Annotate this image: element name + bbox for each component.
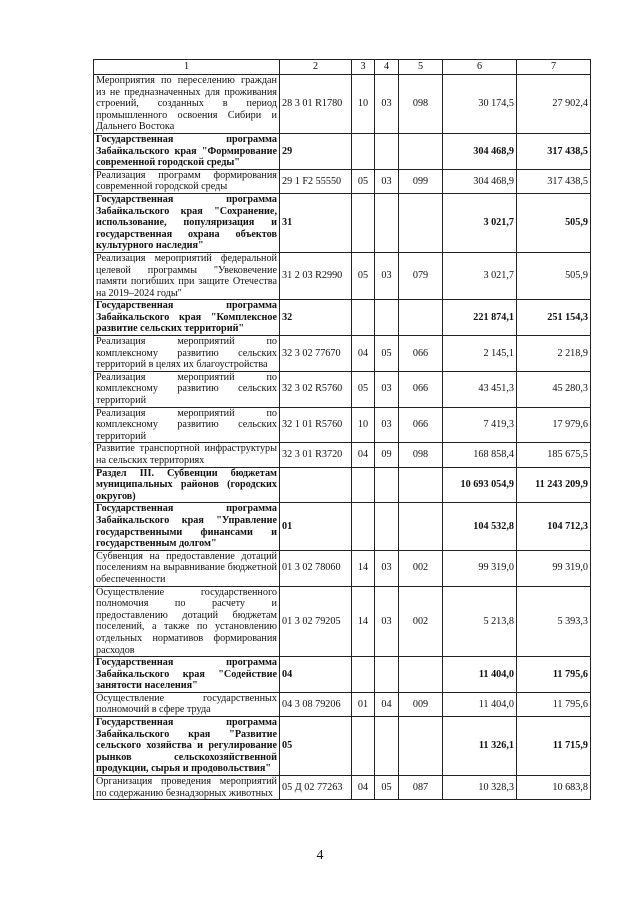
row-type-cell: 099 [399, 169, 443, 193]
row-type-cell: 087 [399, 776, 443, 800]
row-name-cell: Реализация программ формирования современной городской среды [94, 169, 280, 193]
row-amount-2021-cell: 304 468,9 [443, 169, 517, 193]
row-name-cell: Государственная программа Забайкальского края "Управление государственными финансами и государственным долгом" [94, 503, 280, 550]
row-type-cell: 002 [399, 586, 443, 657]
table-row [94, 503, 591, 550]
row-section-cell: 05 [352, 371, 375, 407]
row-type-cell: 009 [399, 692, 443, 716]
row-type-cell: 066 [399, 407, 443, 443]
table-row [94, 586, 591, 657]
row-code-cell: 29 1 F2 55550 [280, 169, 352, 193]
row-name-cell: Осуществление государственного полномочия по расчету и предоставлению дотаций бюджетам поселений, а также по установлению отдельных нормативов формирования расходов [94, 586, 280, 657]
row-amount-2022-cell: 317 438,5 [517, 133, 591, 169]
table-row [94, 193, 591, 252]
row-amount-2021-cell: 99 319,0 [443, 550, 517, 586]
row-name-cell: Государственная программа Забайкальского края "Комплексное развитие сельских территорий" [94, 300, 280, 336]
row-amount-2022-cell: 11 243 209,9 [517, 467, 591, 503]
row-type-cell: 066 [399, 336, 443, 372]
row-section-cell: 04 [352, 443, 375, 467]
row-code-cell: 05 Д 02 77263 [280, 776, 352, 800]
row-amount-2021-cell: 7 419,3 [443, 407, 517, 443]
row-type-cell [399, 657, 443, 693]
row-subsection-cell: 03 [375, 75, 399, 134]
row-type-cell: 002 [399, 550, 443, 586]
header-row [94, 60, 591, 75]
row-section-cell [352, 300, 375, 336]
row-amount-2021-cell: 168 858,4 [443, 443, 517, 467]
column-header-3: 3 [352, 60, 375, 75]
row-subsection-cell [375, 503, 399, 550]
row-amount-2021-cell: 30 174,5 [443, 75, 517, 134]
row-name-cell: Субвенция на предоставление дотаций поселениям на выравнивание бюджетной обеспеченности [94, 550, 280, 586]
row-amount-2022-cell: 505,9 [517, 193, 591, 252]
row-type-cell [399, 467, 443, 503]
row-section-cell: 05 [352, 252, 375, 299]
row-code-cell: 32 1 01 R5760 [280, 407, 352, 443]
row-code-cell: 32 3 02 77670 [280, 336, 352, 372]
row-amount-2022-cell: 27 902,4 [517, 75, 591, 134]
row-amount-2022-cell: 5 393,3 [517, 586, 591, 657]
row-code-cell: 28 3 01 R1780 [280, 75, 352, 134]
table-row [94, 717, 591, 776]
row-amount-2021-cell: 3 021,7 [443, 252, 517, 299]
row-type-cell [399, 717, 443, 776]
row-amount-2022-cell: 11 795,6 [517, 657, 591, 693]
row-subsection-cell: 03 [375, 550, 399, 586]
row-amount-2021-cell: 104 532,8 [443, 503, 517, 550]
table-row [94, 443, 591, 467]
row-amount-2021-cell: 5 213,8 [443, 586, 517, 657]
row-amount-2022-cell: 11 795,6 [517, 692, 591, 716]
row-name-cell: Государственная программа Забайкальского края "Развитие сельского хозяйства и регулирование рынков сельскохозяйственной продукции, сырья и продовольствия" [94, 717, 280, 776]
row-name-cell: Реализация мероприятий федеральной целевой программы "Увековечение памяти погибших при защите Отечества на 2019–2024 годы" [94, 252, 280, 299]
row-amount-2021-cell: 304 468,9 [443, 133, 517, 169]
row-amount-2021-cell: 11 404,0 [443, 657, 517, 693]
row-subsection-cell [375, 467, 399, 503]
row-section-cell [352, 503, 375, 550]
row-name-cell: Осуществление государственных полномочий в сфере труда [94, 692, 280, 716]
budget-table [93, 59, 591, 800]
row-code-cell: 01 3 02 79205 [280, 586, 352, 657]
row-amount-2021-cell: 43 451,3 [443, 371, 517, 407]
row-type-cell [399, 133, 443, 169]
row-amount-2021-cell: 2 145,1 [443, 336, 517, 372]
table-row [94, 407, 591, 443]
row-code-cell: 01 [280, 503, 352, 550]
table-row [94, 657, 591, 693]
row-code-cell: 31 [280, 193, 352, 252]
column-header-7: 7 [517, 60, 591, 75]
row-amount-2021-cell: 221 874,1 [443, 300, 517, 336]
row-code-cell: 01 3 02 78060 [280, 550, 352, 586]
column-header-6: 6 [443, 60, 517, 75]
row-name-cell: Реализация мероприятий по комплексному развитию сельских территорий [94, 407, 280, 443]
table-row [94, 467, 591, 503]
row-type-cell: 079 [399, 252, 443, 299]
table-row [94, 169, 591, 193]
row-amount-2022-cell: 17 979,6 [517, 407, 591, 443]
row-type-cell: 098 [399, 75, 443, 134]
table-row [94, 692, 591, 716]
table-row [94, 371, 591, 407]
column-header-4: 4 [375, 60, 399, 75]
row-subsection-cell [375, 193, 399, 252]
row-subsection-cell: 03 [375, 407, 399, 443]
row-code-cell: 31 2 03 R2990 [280, 252, 352, 299]
row-section-cell [352, 717, 375, 776]
row-section-cell [352, 467, 375, 503]
table-row [94, 133, 591, 169]
row-amount-2021-cell: 11 326,1 [443, 717, 517, 776]
row-code-cell: 29 [280, 133, 352, 169]
row-section-cell: 10 [352, 75, 375, 134]
row-amount-2021-cell: 10 328,3 [443, 776, 517, 800]
column-header-1: 1 [94, 60, 280, 75]
table-row [94, 550, 591, 586]
row-name-cell: Мероприятия по переселению граждан из не предназначенных для проживания строений, созданных в период промышленного освоения Сибири и Дальнего Востока [94, 75, 280, 134]
row-code-cell: 05 [280, 717, 352, 776]
row-subsection-cell [375, 657, 399, 693]
page-number: 4 [316, 848, 324, 863]
column-header-5: 5 [399, 60, 443, 75]
table-row [94, 252, 591, 299]
row-subsection-cell: 03 [375, 586, 399, 657]
row-section-cell [352, 657, 375, 693]
row-code-cell: 32 3 02 R5760 [280, 371, 352, 407]
row-amount-2022-cell: 505,9 [517, 252, 591, 299]
row-amount-2022-cell: 104 712,3 [517, 503, 591, 550]
row-name-cell: Реализация мероприятий по комплексному развитию сельских территорий в целях их благоустройства [94, 336, 280, 372]
row-code-cell: 04 [280, 657, 352, 693]
row-name-cell: Раздел III. Субвенции бюджетам муниципальных районов (городских округов) [94, 467, 280, 503]
row-section-cell [352, 193, 375, 252]
table-row [94, 300, 591, 336]
row-amount-2022-cell: 2 218,9 [517, 336, 591, 372]
column-header-2: 2 [280, 60, 352, 75]
row-amount-2021-cell: 10 693 054,9 [443, 467, 517, 503]
row-amount-2022-cell: 99 319,0 [517, 550, 591, 586]
row-code-cell: 32 3 01 R3720 [280, 443, 352, 467]
row-type-cell: 066 [399, 371, 443, 407]
table-row [94, 75, 591, 134]
row-section-cell: 05 [352, 169, 375, 193]
row-subsection-cell [375, 717, 399, 776]
row-subsection-cell: 03 [375, 252, 399, 299]
row-code-cell: 32 [280, 300, 352, 336]
row-subsection-cell: 03 [375, 169, 399, 193]
row-name-cell: Государственная программа Забайкальского края "Формирование современной городской среды" [94, 133, 280, 169]
row-amount-2021-cell: 11 404,0 [443, 692, 517, 716]
row-section-cell: 14 [352, 586, 375, 657]
row-subsection-cell: 05 [375, 336, 399, 372]
row-type-cell [399, 193, 443, 252]
row-subsection-cell: 09 [375, 443, 399, 467]
row-type-cell [399, 300, 443, 336]
row-amount-2022-cell: 251 154,3 [517, 300, 591, 336]
row-subsection-cell: 05 [375, 776, 399, 800]
row-section-cell: 04 [352, 776, 375, 800]
row-type-cell: 098 [399, 443, 443, 467]
row-amount-2022-cell: 45 280,3 [517, 371, 591, 407]
row-type-cell [399, 503, 443, 550]
row-subsection-cell [375, 133, 399, 169]
table-row [94, 336, 591, 372]
row-amount-2022-cell: 185 675,5 [517, 443, 591, 467]
row-section-cell: 14 [352, 550, 375, 586]
row-subsection-cell [375, 300, 399, 336]
row-code-cell [280, 467, 352, 503]
row-subsection-cell: 03 [375, 371, 399, 407]
row-name-cell: Государственная программа Забайкальского края "Содействие занятости населения" [94, 657, 280, 693]
table-row [94, 776, 591, 800]
row-amount-2021-cell: 3 021,7 [443, 193, 517, 252]
row-section-cell: 04 [352, 336, 375, 372]
row-name-cell: Государственная программа Забайкальского края "Сохранение, использование, популяризация и государственная охрана объектов культурного наследия" [94, 193, 280, 252]
row-section-cell: 01 [352, 692, 375, 716]
row-section-cell [352, 133, 375, 169]
row-amount-2022-cell: 317 438,5 [517, 169, 591, 193]
row-code-cell: 04 3 08 79206 [280, 692, 352, 716]
row-subsection-cell: 04 [375, 692, 399, 716]
row-name-cell: Развитие транспортной инфраструктуры на сельских территориях [94, 443, 280, 467]
row-name-cell: Реализация мероприятий по комплексному развитию сельских территорий [94, 371, 280, 407]
row-amount-2022-cell: 10 683,8 [517, 776, 591, 800]
row-section-cell: 10 [352, 407, 375, 443]
row-amount-2022-cell: 11 715,9 [517, 717, 591, 776]
row-name-cell: Организация проведения мероприятий по содержанию безнадзорных животных [94, 776, 280, 800]
